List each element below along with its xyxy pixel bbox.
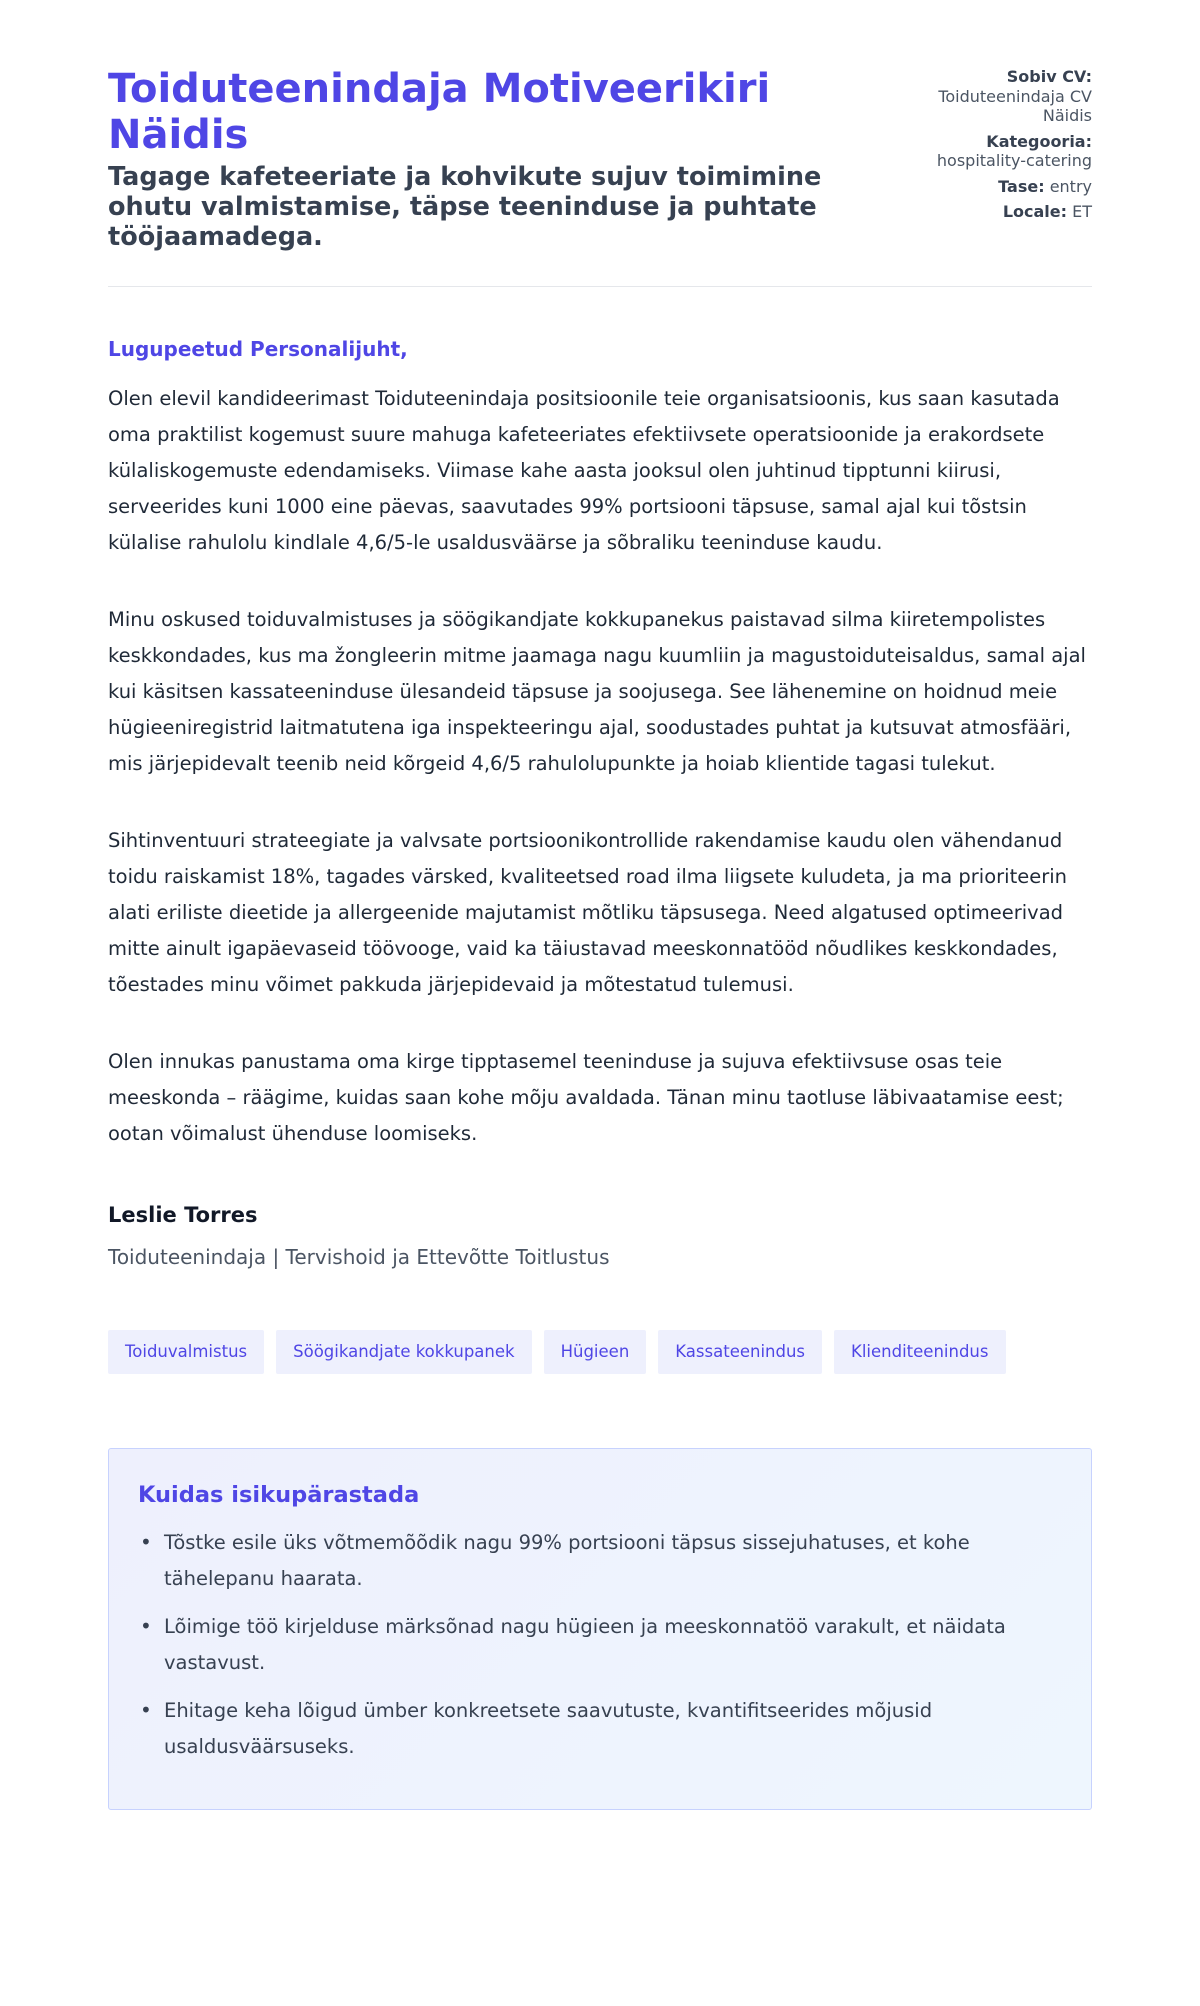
paragraph-4: Olen innukas panustama oma kirge tipptasemel teeninduse ja sujuva efektiivsuse osas teie meeskonda – räägime, kuidas saan kohe mõju avaldada. Tänan minu taotluse läbivaatamise eest; ootan võimalust ühenduse loomiseks.: [108, 1050, 1064, 1145]
skill-tags: [108, 1330, 1092, 1374]
salutation: Lugupeetud Personalijuht,: [108, 337, 408, 361]
title-block: [108, 66, 848, 252]
meta-category: [892, 132, 1092, 171]
personalization-tips-box: [108, 1448, 1092, 1810]
paragraph-3: Sihtinventuuri strateegiate ja valvsate portsioonikontrollide rakendamise kaudu olen vähendanud toidu raiskamist 18%, tagades värsked, kvaliteetsed road ilma liigsete kuludeta, ja ma prioriteerin alati eriliste dieetide ja allergeenide majutamist mõtliku täpsusega. Need algatused optimeerivad mitte ainult igapäevaseid töövooge, vaid ka täiustavad meeskonnatööd nõudlikes keskkondades, tõestades minu võimet pakkuda järjepidevaid ja mõtestatud tulemusi.: [108, 829, 1068, 996]
page-subtitle: Tagage kafeteeriate ja kohvikute sujuv toimimine ohutu valmistamise, täpse teeninduse ja puhtate tööjaamadega.: [108, 162, 822, 252]
metadata-panel: [892, 66, 1092, 228]
skill-tag: Toiduvalmistus: [108, 1330, 264, 1374]
meta-level-label: Tase:: [998, 176, 1045, 196]
skill-tag: Söögikandjate kokkupanek: [276, 1330, 531, 1374]
meta-cv-value: Toiduteenindaja CV Näidis: [938, 86, 1092, 125]
meta-locale: [892, 202, 1092, 222]
letter-paragraphs: [108, 381, 1092, 1152]
skill-tag: Klienditeenindus: [834, 1330, 1005, 1374]
skill-tag: Hügieen: [544, 1330, 647, 1374]
signature-role: Toiduteenindaja | Tervishoid ja Ettevõtte Toitlustus: [108, 1245, 610, 1269]
skill-tag: Kassateenindus: [658, 1330, 822, 1374]
list-item: • Tõstke esile üks võtmemõõdik nagu 99% portsiooni täpsus sissejuhatuses, et kohe tähelepanu haarata.: [138, 1525, 1062, 1596]
meta-level: [892, 177, 1092, 197]
list-item: • Lõimige töö kirjelduse märksõnad nagu hügieen ja meeskonnatöö varakult, et näidata vastavust.: [138, 1609, 1062, 1680]
document-header: [108, 66, 1092, 287]
signature-name: Leslie Torres: [108, 1203, 258, 1227]
meta-category-label: Kategooria:: [986, 131, 1092, 151]
meta-level-value: entry: [1049, 176, 1092, 196]
tips-title: Kuidas isikupärastada: [138, 1482, 420, 1508]
meta-cv-label: Sobiv CV:: [1006, 67, 1092, 86]
meta-locale-value: ET: [1072, 202, 1092, 221]
meta-category-value: hospitality-catering: [936, 151, 1092, 170]
paragraph-1: Olen elevil kandideerimast Toiduteenindaja positsioonile teie organisatsioonis, kus saan kasutada oma praktilist kogemust suure mahuga kafeteeriates efektiivsete operatsioonide ja erakordsete külaliskogemuste edendamiseks. Viimase kahe aasta jooksul olen juhtinud tipptunni kiirusi, serveerides kuni 1000 eine päevas, saavutades 99% portsiooni täpsuse, samal ajal kui tõstsin külalise rahulolu kindlale 4,6/5-le usaldusväärse ja sõbraliku teeninduse kaudu.: [108, 387, 1060, 554]
tips-list: [138, 1525, 1062, 1764]
meta-cv: [892, 67, 1092, 126]
page-title: Toiduteenindaja Motiveerikiri Näidis: [108, 66, 771, 158]
paragraph-2: Minu oskused toiduvalmistuses ja söögikandjate kokkupanekus paistavad silma kiiretempolistes keskkondades, kus ma žongleerin mitme jaamaga nagu kuumliin ja magustoiduteisaldus, samal ajal kui käsitsen kassateeninduse ülesandeid täpsuse ja soojusega. See lähenemine on hoidnud meie hügieeniregistrid laitmatutena iga inspekteeringu ajal, soodustades puhtat ja kutsuvat atmosfääri, mis järjepidevalt teenib neid kõrgeid 4,6/5 rahulolupunkte ja hoiab klientide tagasi tulekut.: [108, 608, 1086, 775]
meta-locale-label: Locale:: [1002, 202, 1068, 221]
list-item: • Ehitage keha lõigud ümber konkreetsete saavutuste, kvantifitseerides mõjusid usaldusväärsuseks.: [138, 1693, 1062, 1764]
letter-body: [108, 337, 1092, 1270]
